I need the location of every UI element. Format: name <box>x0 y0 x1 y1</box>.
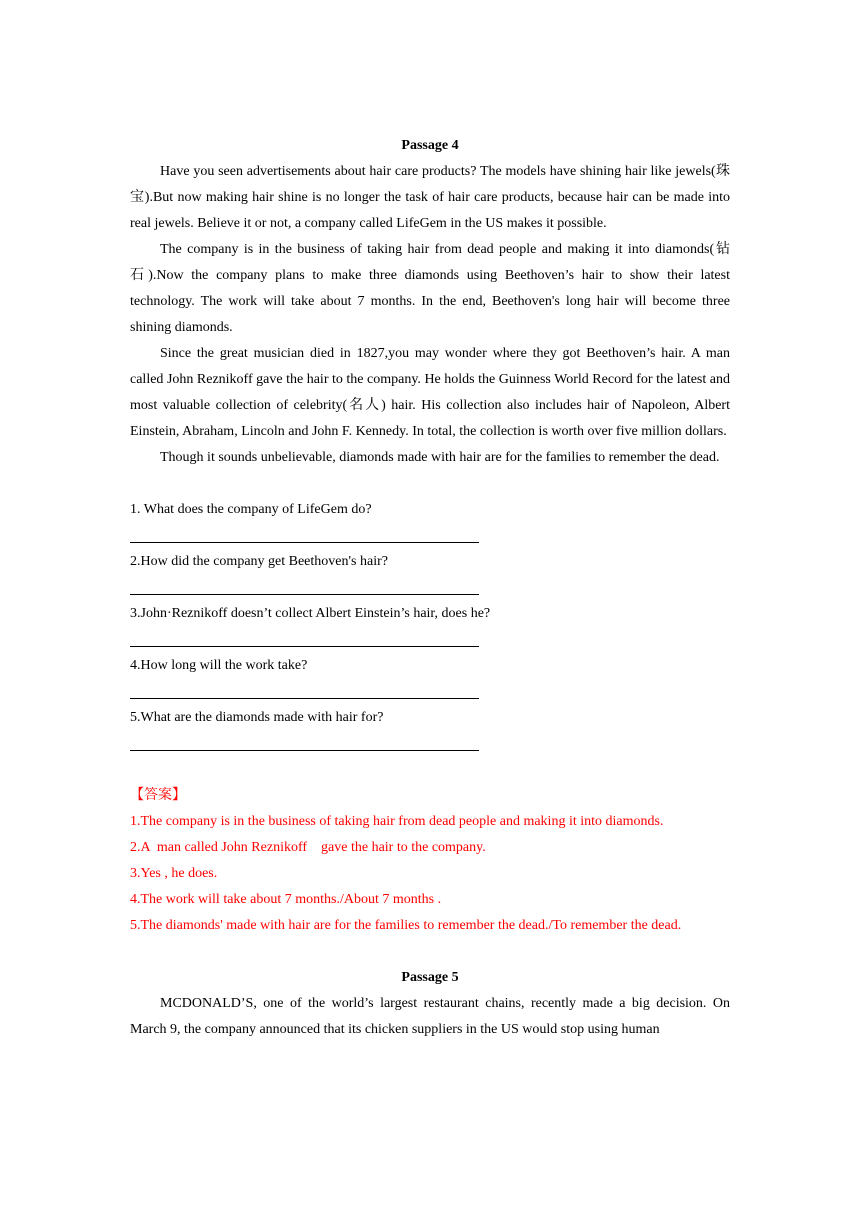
question-5: 5.What are the diamonds made with hair for? <box>130 710 384 725</box>
spacer <box>130 939 730 965</box>
passage-5-title: Passage 5 <box>401 970 459 985</box>
question-4: 4.How long will the work take? <box>130 658 308 673</box>
question-3: 3.John·Reznikoff doesn’t collect Albert Einstein’s hair, does he? <box>130 606 491 621</box>
passage-4-paragraph-3: Since the great musician died in 1827,you may wonder where they got Beethoven’s hair. A man called John Reznikoff gave the hair to the company. He holds the Guinness World Record for the latest and most valuable collection of celebrity(名人) hair. His collection also includes hair of Napoleon, Albert Einstein, Abraham, Lincoln and John F. Kennedy. In total, the collection is worth over five million dollars. <box>130 346 730 439</box>
question-1: 1. What does the company of LifeGem do? <box>130 502 372 517</box>
answer-blank-4 <box>130 679 730 705</box>
passage-4-title: Passage 4 <box>401 138 459 153</box>
passage-4-paragraph-1: Have you seen advertisements about hair care products? The models have shining hair like jewels(珠宝).But now making hair shine is no longer the task of hair care products, because hair can be made into real jewels. Believe it or not, a company called LifeGem in the US makes it possible. <box>130 164 730 231</box>
passage-5-paragraph-1: MCDONALD’S, one of the world’s largest restaurant chains, recently made a big decision. On March 9, the company announced that its chicken suppliers in the US would stop using human <box>130 996 730 1037</box>
answer-blank-3 <box>130 627 730 653</box>
answer-3: 3.Yes , he does. <box>130 866 218 881</box>
answer-2: 2.A man called John Reznikoff gave the hair to the company. <box>130 840 486 855</box>
spacer <box>130 471 730 497</box>
spacer <box>130 757 730 783</box>
answer-blank-1 <box>130 523 730 549</box>
passage-4-paragraph-4: Though it sounds unbelievable, diamonds made with hair are for the families to remember the dead. <box>160 450 720 465</box>
answer-4: 4.The work will take about 7 months./About 7 months . <box>130 892 442 907</box>
answer-5: 5.The diamonds' made with hair are for the families to remember the dead./To remember the dead. <box>130 918 682 933</box>
question-2: 2.How did the company get Beethoven's hair? <box>130 554 388 569</box>
document-page <box>130 133 730 1043</box>
answer-blank-2 <box>130 575 730 601</box>
answer-heading: 【答案】 <box>130 788 186 803</box>
passage-4-paragraph-2: The company is in the business of taking hair from dead people and making it into diamonds(钻石).Now the company plans to make three diamonds using Beethoven’s hair to show their latest technology. The work will take about 7 months. In the end, Beethoven's long hair will become three shining diamonds. <box>130 242 730 335</box>
answer-blank-5 <box>130 731 730 757</box>
answer-1: 1.The company is in the business of taking hair from dead people and making it into diamonds. <box>130 814 664 829</box>
